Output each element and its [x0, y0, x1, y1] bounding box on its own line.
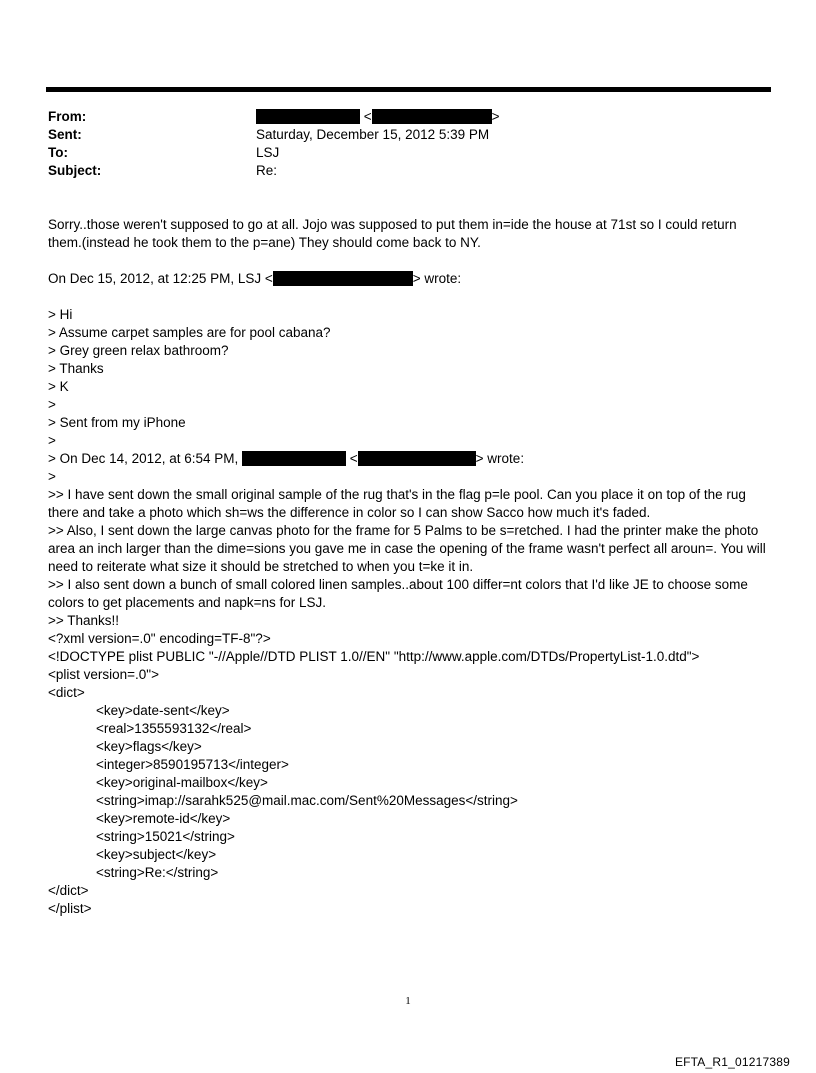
xml-line: <string>15021</string>: [96, 829, 235, 844]
quote-line: > Hi: [48, 307, 73, 322]
xml-line: <key>date-sent</key>: [96, 703, 230, 718]
xml-line: <key>flags</key>: [96, 739, 202, 754]
sent-value: Saturday, December 15, 2012 5:39 PM: [256, 127, 490, 142]
quote-line: >: [48, 469, 56, 484]
xml-line: <key>remote-id</key>: [96, 811, 231, 826]
quote-line: >: [48, 433, 56, 448]
quote-intro-after: > wrote:: [412, 271, 462, 286]
quote-line: >> I also sent down a bunch of small colored linen samples..about 100 differ=nt colors that I'd like JE to choose some: [48, 577, 748, 592]
quote-line: there and take a photo which sh=ws the difference in color so I can show Sacco how much it's faded.: [48, 505, 651, 520]
quote-line: colors to get placements and napk=ns for LSJ.: [48, 595, 327, 610]
redaction-block: [256, 109, 360, 124]
page-number: 1: [405, 995, 411, 1007]
body-line: Sorry..those weren't supposed to go at all. Jojo was supposed to put them in=ide the house at 71st so I could return: [48, 217, 737, 232]
quote-intro-before: On Dec 15, 2012, at 12:25 PM, LSJ <: [48, 271, 273, 286]
from-lt: <: [363, 109, 372, 124]
quote-line: need to reiterate what size it should be stretched to when you t=ke it in.: [48, 559, 474, 574]
from-label: From:: [48, 109, 87, 124]
xml-line: <string>Re:</string>: [96, 865, 219, 880]
quote-line: >: [48, 397, 56, 412]
quote-line: > Assume carpet samples are for pool cabana?: [48, 325, 331, 340]
subject-label: Subject:: [48, 163, 102, 178]
quote-intro: [48, 270, 461, 288]
header-rule: [46, 87, 771, 92]
from-gt: >: [491, 109, 500, 124]
quote-line: > Thanks: [48, 361, 104, 376]
quote-line: >> I have sent down the small original sample of the rug that's in the flag p=le pool. Can you place it on top of the rug: [48, 487, 746, 502]
quote-line: >> Also, I sent down the large canvas photo for the frame for 5 Palms to be s=retched. I had the printer make the photo: [48, 523, 759, 538]
quote-line: > Sent from my iPhone: [48, 415, 186, 430]
quote-line: area an inch larger than the dime=sions you gave me in case the opening of the frame wasn't perfect all aroun=. You will: [48, 541, 766, 556]
to-value: LSJ: [256, 145, 280, 160]
quote-on-lt: <: [349, 451, 358, 466]
xml-line: <key>subject</key>: [96, 847, 217, 862]
xml-line: <?xml version=.0" encoding=TF-8"?>: [48, 631, 271, 646]
document-id: EFTA_R1_01217389: [674, 1055, 790, 1069]
xml-line: <integer>8590195713</integer>: [96, 757, 289, 772]
redaction-block: [242, 451, 346, 466]
quote-line: >> Thanks!!: [48, 613, 120, 628]
quote-on-before: > On Dec 14, 2012, at 6:54 PM,: [48, 451, 239, 466]
xml-line: <dict>: [48, 685, 85, 700]
body-line: them.(instead he took them to the p=ane) They should come back to NY.: [48, 235, 481, 250]
to-label: To:: [48, 145, 68, 160]
redaction-block: [273, 271, 413, 286]
xml-line: <real>1355593132</real>: [96, 721, 252, 736]
quote-line: > Grey green relax bathroom?: [48, 343, 229, 358]
redaction-block: [358, 451, 476, 466]
quote-line: > K: [48, 379, 69, 394]
quote-on-after: > wrote:: [475, 451, 525, 466]
xml-line: <key>original-mailbox</key>: [96, 775, 268, 790]
redaction-block: [372, 109, 492, 124]
xml-line: <string>imap://sarahk525@mail.mac.com/Sent%20Messages</string>: [96, 793, 518, 808]
sent-label: Sent:: [48, 127, 82, 142]
xml-line: </plist>: [48, 901, 92, 916]
xml-line: </dict>: [48, 883, 89, 898]
from-value: [256, 108, 500, 126]
quote-on-line: [48, 450, 524, 468]
xml-line: <plist version=.0">: [48, 667, 159, 682]
xml-line: <!DOCTYPE plist PUBLIC "-//Apple//DTD PLIST 1.0//EN" "http://www.apple.com/DTDs/PropertyList-1.0.dtd">: [48, 649, 700, 664]
subject-value: Re:: [256, 163, 278, 178]
